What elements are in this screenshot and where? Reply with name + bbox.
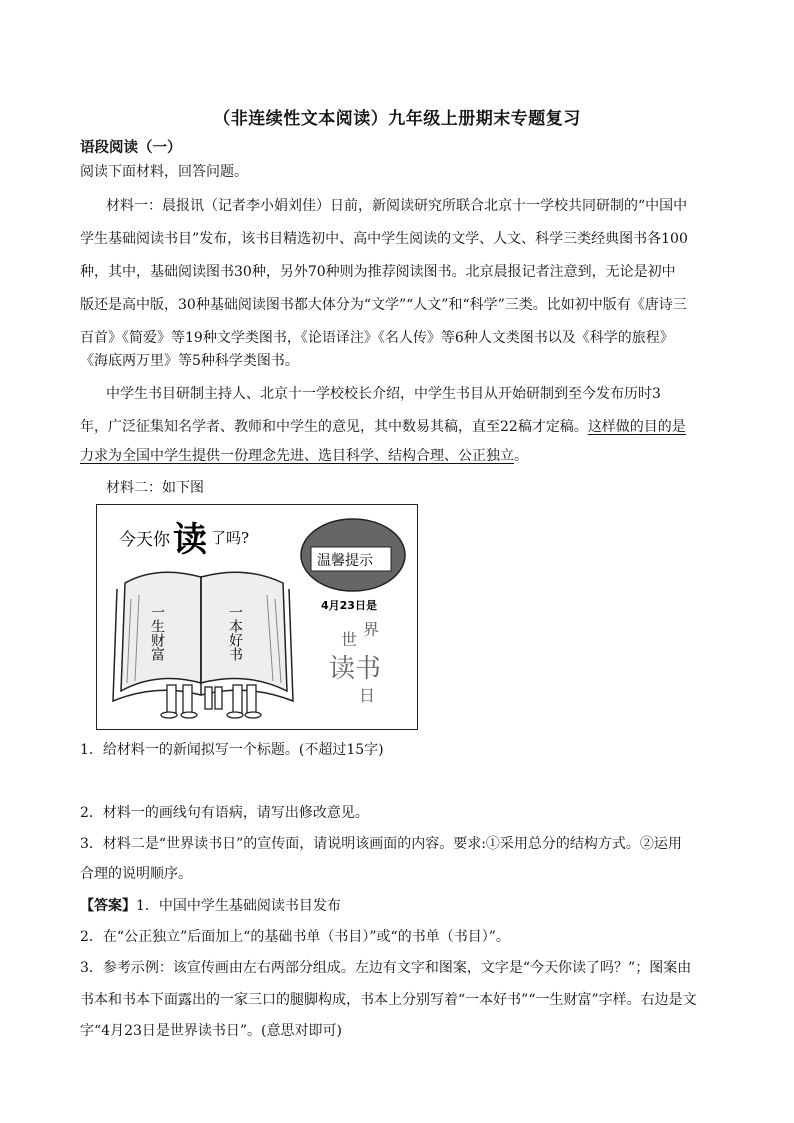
book-icon — [113, 572, 293, 701]
tip-text: 温馨提示 — [317, 553, 373, 569]
material-2-label: 材料二：如下图 — [106, 480, 204, 496]
page-title: （非连续性文本阅读）九年级上册期末专题复习 — [213, 109, 581, 129]
answer-3-line: 书本和书本下面露出的一家三口的腿脚构成，书本上分别写着“一本好书”“一生财富”字样。右边是文 — [80, 992, 697, 1008]
shi-text: 世 — [341, 630, 358, 649]
question-3: 3．材料二是“世界读书日”的宣传面，请说明该画面的内容。要求:①采用总分的结构方式。②运用 — [80, 836, 682, 852]
material-1-line: 材料一：晨报讯（记者李小娟刘佳）日前，新阅读研究所联合北京十一学校共同研制的“中国中 — [106, 198, 688, 214]
material-1-line: 《海底两万里》等5种科学类图书。 — [80, 353, 299, 369]
material-1b-line — [80, 417, 716, 437]
answer-2: 2．在“公正独立”后面加上“的基础书单（书目）”或“的书单（书目）”。 — [80, 929, 510, 945]
material-1b-line: 中学生书目研制主持人、北京十一学校校长介绍，中学生书目从开始研制到至今发布历时3 — [106, 386, 661, 402]
jie-text: 界 — [363, 620, 380, 639]
question-1: 1．给材料一的新闻拟写一个标题。(不超过15字) — [80, 742, 384, 758]
section-heading: 语段阅读（一） — [80, 140, 182, 156]
right-page-text: 一本好书 — [227, 605, 243, 661]
poster-figure — [96, 504, 418, 730]
question-3-cont: 合理的说明顺序。 — [80, 866, 192, 882]
dushu-text: 读书 — [329, 654, 382, 684]
underlined-sentence: 这样做的目的是 — [587, 419, 686, 435]
answer-tag: 【答案】 — [80, 898, 136, 914]
date-text: 4月23日是 — [321, 599, 377, 612]
poster-du-text: 读 — [173, 520, 207, 560]
plain-text: 。 — [514, 448, 528, 464]
instruction: 阅读下面材料，回答问题。 — [80, 164, 248, 180]
answer-text: 1．中国中学生基础阅读书目发布 — [136, 898, 341, 914]
answer-3-line: 3．参考示例：该宣传画由左右两部分组成。左边有文字和图案，文字是“今天你读了吗？”；图案由 — [80, 960, 692, 976]
material-1-line: 百首》《简爱》等19种文学类图书，《论语译注》《名人传》等6种人文类图书以及《科学的旅程》 — [80, 330, 674, 346]
plain-text: 年，广泛征集知名学者、教师和中学生的意见，其中数易其稿，直至22稿才定稿。 — [80, 419, 588, 435]
poster-lema-text: 了吗? — [211, 529, 250, 547]
answer-1 — [80, 896, 716, 916]
question-2: 2．材料一的画线句有语病，请写出修改意见。 — [80, 805, 369, 821]
poster-svg — [97, 505, 416, 728]
underlined-sentence: 力求为全国中学生提供一份理念先进、选目科学、结构合理、公正独立 — [80, 448, 514, 464]
poster-question-text: 今天你 — [119, 530, 170, 550]
material-1-line: 种，其中，基础阅读图书30种，另外70种则为推荐阅读图书。北京晨报记者注意到，无论是初中 — [80, 264, 676, 280]
material-1b-line — [80, 446, 716, 466]
ri-text: 日 — [359, 686, 376, 705]
left-page-text: 一生财富 — [149, 605, 165, 661]
material-1-line: 版还是高中版，30种基础阅读图书都大体分为“文学”“人文”和“科学”三类。比如初中版有《唐诗三 — [80, 297, 687, 313]
material-1-line: 学生基础阅读书目”发布，该书目精选初中、高中学生阅读的文学、人文、科学三类经典图书各100 — [80, 231, 688, 247]
answer-3-line: 字“4月23日是世界读书日”。(意思对即可) — [80, 1023, 342, 1039]
